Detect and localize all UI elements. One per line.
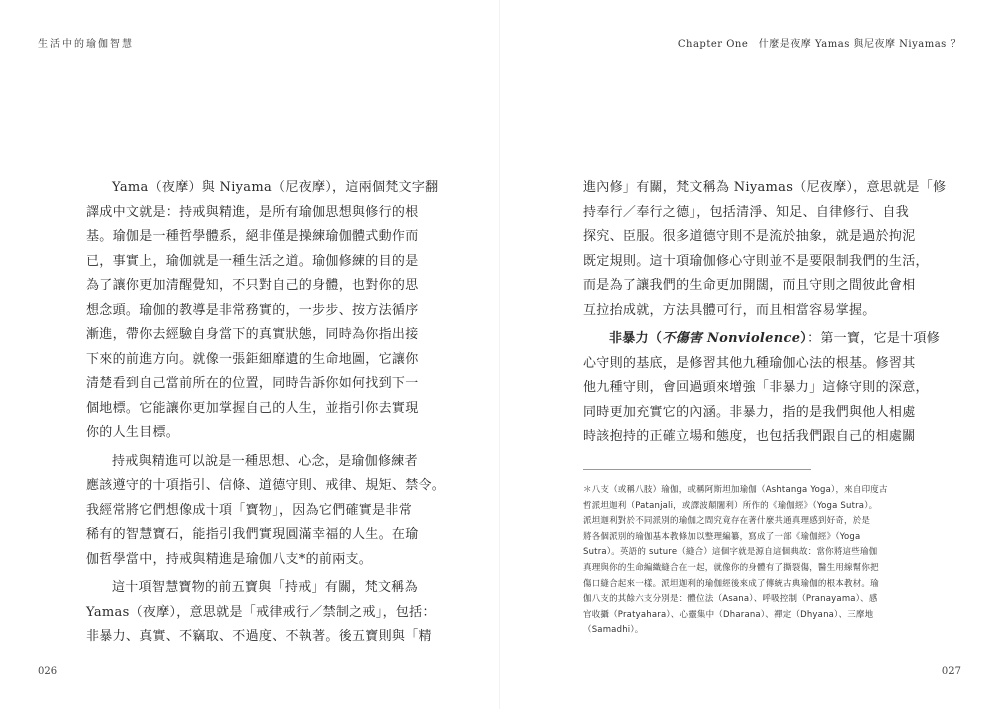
body-text-right xyxy=(583,176,947,450)
footnote-line: 派坦迦利對於不同派別的瑜伽之間究竟存在著什麼共通真理感到好奇，於是 xyxy=(583,516,871,527)
term-paren-close: ） xyxy=(800,331,808,346)
term-paren-open: （ xyxy=(648,331,663,346)
footnote-line: 哲派坦迦利（Patanjali，或譯波顛闍利）所作的《瑜伽經》（Yoga Sutra）。 xyxy=(583,500,878,511)
term-translation: 不傷害 Nonviolence xyxy=(662,331,801,346)
text-line: 個地標。它能讓你更加掌握自己的人生，並指引你去實現 xyxy=(86,400,419,416)
footnote-line: ＊八支（或稱八肢）瑜伽，或稱阿斯坦加瑜伽（Ashtanga Yoga），來自印度古 xyxy=(583,485,888,495)
text-line: 下來的前進方向。就像一張鉅細靡遺的生命地圖，它讓你 xyxy=(86,351,419,367)
footnote xyxy=(583,483,943,639)
text-line: 而是為了讓我們的生命更加開闊，而且守則之間彼此會相 xyxy=(583,278,916,293)
text-line: 伽哲學當中，持戒與精進是瑜伽八支*的前兩支。 xyxy=(86,551,373,567)
text-line: Yamas（夜摩），意思就是「戒律戒行／禁制之戒」，包括： xyxy=(86,604,436,620)
term-name: 非暴力 xyxy=(609,331,649,346)
body-text-left xyxy=(86,176,446,650)
text-line: 他九種守則，會回過頭來增強「非暴力」這條守則的深意， xyxy=(583,380,929,395)
footnote-line: 傷口縫合起來一樣。派坦迦利的瑜伽經後來成了傳統古典瑜伽的根本教材。瑜 xyxy=(583,578,879,589)
text-line: Yama（夜摩）與 Niyama（尼夜摩），這兩個梵文字翻 xyxy=(112,180,439,195)
text-line: 為了讓你更加清醒覺知，不只對自己的身體，也對你的思 xyxy=(86,278,419,293)
term-rest: ：第一寶，它是十項修 xyxy=(807,331,941,346)
text-line: 既定規則。這十項瑜伽修心守則並不是要限制我們的生活， xyxy=(583,253,929,269)
footnote-line: Sutra）。英語的 suture（縫合）這個字就是源自這個典故：當你將這些瑜伽 xyxy=(583,547,878,558)
text-line: 清楚看到自己當前所在的位置，同時告訴你如何找到下一 xyxy=(86,376,419,391)
text-line: 同時更加充實它的內涵。非暴力，指的是我們與他人相處 xyxy=(583,404,916,420)
text-line: 想念頭。瑜伽的教導是非常務實的，一步步、按方法循序 xyxy=(86,302,419,318)
right-page xyxy=(500,0,999,709)
footnote-line: 官收攝（Pratyahara）、心靈集中（Dharana）、禪定（Dhyana）、三摩地 xyxy=(583,609,874,620)
text-line: 譯成中文就是：持戒與精進，是所有瑜伽思想與修行的根 xyxy=(86,204,419,220)
section-term-line xyxy=(583,327,941,352)
text-line: 探究、臣服。很多道德守則不是流於抽象，就是過於拘泥 xyxy=(583,229,916,244)
running-head-book-title: 生活中的瑜伽智慧 xyxy=(38,39,134,50)
page-number-left: 026 xyxy=(38,666,58,677)
text-line: 持戒與精進可以說是一種思想、心念，是瑜伽修練者 xyxy=(112,453,418,469)
text-line: 應該遵守的十項指引、信條、道德守則、戒律、規矩、禁令。 xyxy=(86,478,446,493)
text-line: 非暴力、真實、不竊取、不過度、不執著。後五寶則與「精 xyxy=(86,629,432,644)
text-line: 我經常將它們想像成十項「寶物」，因為它們確實是非常 xyxy=(86,502,413,518)
page-number-right: 027 xyxy=(941,666,961,677)
text-line: 時該抱持的正確立場和態度，也包括我們跟自己的相處關 xyxy=(583,429,916,444)
footnote-line: 伽八支的其餘六支分別是：體位法（Asana）、呼吸控制（Pranayama）、感 xyxy=(583,594,878,605)
text-line: 持奉行／奉行之德」，包括清淨、知足、自律修行、自我 xyxy=(583,204,910,220)
text-line: 心守則的基底，是修習其他九種瑜伽心法的根基。修習其 xyxy=(583,355,916,371)
text-line: 漸進，帶你去經驗自身當下的真實狀態，同時為你指出接 xyxy=(86,327,419,342)
text-line: 基。瑜伽是一種哲學體系，絕非僅是操練瑜伽體式動作而 xyxy=(86,229,419,244)
text-line: 已，事實上，瑜伽就是一種生活之道。瑜伽修練的目的是 xyxy=(86,253,419,269)
footnote-line: 將各個派別的瑜伽基本教條加以整理編纂，寫成了一部《瑜伽經》（Yoga xyxy=(583,531,861,542)
left-page xyxy=(0,0,499,709)
running-head-chapter: Chapter One 什麼是夜摩 Yamas 與尼夜摩 Niyamas ？ xyxy=(677,39,961,50)
footnote-line: 真理與你的生命編織縫合在一起，就像你的身體有了撕裂傷，醫生用線幫你把 xyxy=(583,562,879,573)
footnote-divider xyxy=(583,469,811,470)
footnote-line: （Samadhi）。 xyxy=(583,625,644,636)
text-line: 稀有的智慧寶石，能指引我們實現圓滿幸福的人生。在瑜 xyxy=(86,527,419,542)
text-line: 你的人生目標。 xyxy=(86,425,180,440)
text-line: 互拉抬成就，方法具體可行，而且相當容易掌握。 xyxy=(583,302,876,318)
text-line: 進內修」有關，梵文稱為 Niyamas（尼夜摩），意思就是「修 xyxy=(583,180,947,195)
text-line: 這十項智慧寶物的前五寶與「持戒」有關，梵文稱為 xyxy=(112,580,418,595)
